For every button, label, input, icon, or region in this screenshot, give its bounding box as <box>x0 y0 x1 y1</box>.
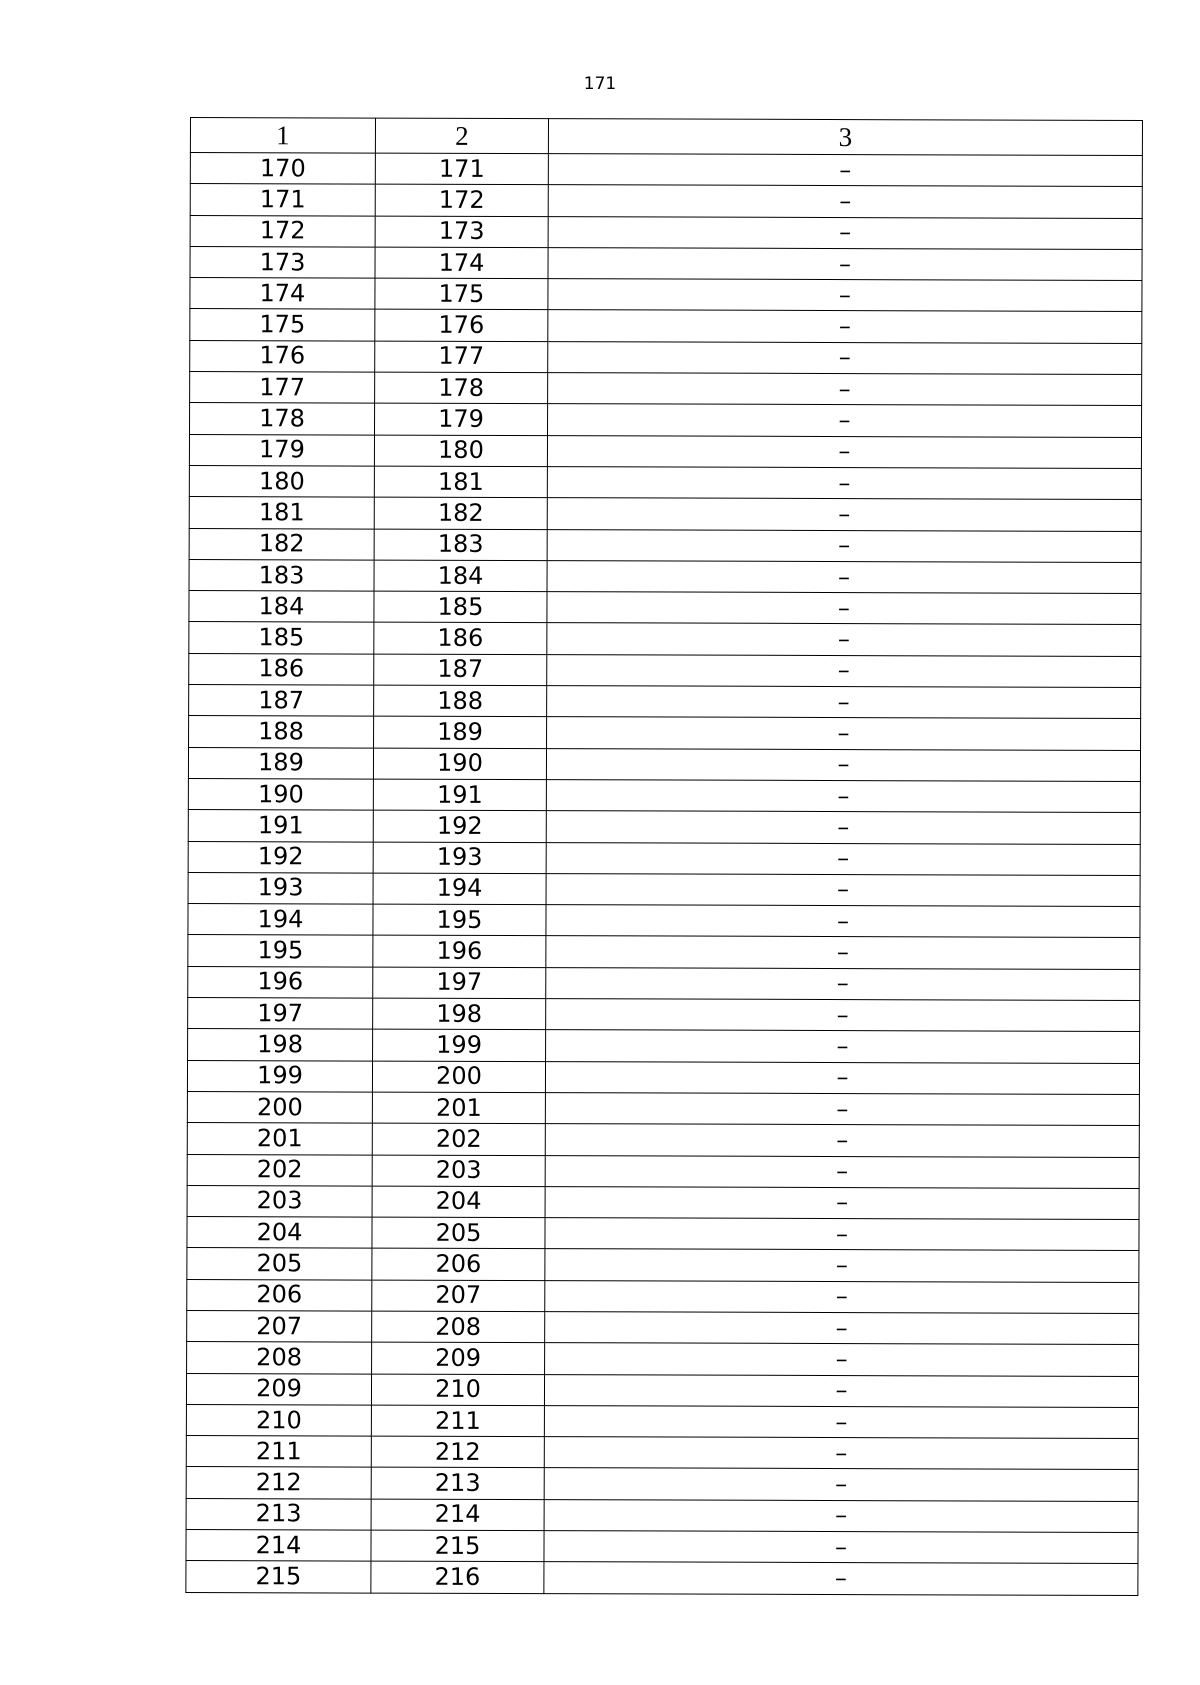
table-cell-col-2: 206 <box>372 1248 545 1280</box>
table-cell-col-2: 187 <box>374 654 547 686</box>
header-row <box>190 118 1142 156</box>
table-cell-col-3: – <box>545 1218 1139 1251</box>
table-cell-col-1: 185 <box>189 622 374 654</box>
table-row <box>188 1029 1140 1063</box>
table-cell-col-1: 210 <box>186 1404 371 1436</box>
table-cell-col-3: – <box>547 623 1141 656</box>
table-cell-col-2: 193 <box>373 842 546 874</box>
table-cell-col-3: – <box>545 1155 1139 1188</box>
table-cell-col-1: 176 <box>190 340 375 372</box>
table-cell-col-3: – <box>547 467 1141 500</box>
table-cell-col-2: 179 <box>375 403 548 435</box>
table-row <box>188 778 1140 812</box>
table-cell-col-3: – <box>544 1405 1138 1438</box>
table-row <box>189 434 1141 468</box>
table-cell-col-3: – <box>544 1374 1138 1407</box>
table-cell-col-2: 184 <box>374 560 547 592</box>
table-row <box>190 403 1142 437</box>
table-cell-col-3: – <box>545 1249 1139 1282</box>
table-row <box>186 1498 1138 1532</box>
table-row <box>187 1185 1139 1219</box>
table-row <box>186 1436 1138 1470</box>
table-cell-col-1: 187 <box>189 685 374 717</box>
table-cell-col-3: – <box>544 1531 1138 1564</box>
table-cell-col-1: 196 <box>188 966 373 998</box>
table-row <box>188 841 1140 875</box>
table-row <box>186 1467 1138 1501</box>
table-cell-col-2: 178 <box>375 372 548 404</box>
table-cell-col-2: 207 <box>372 1280 545 1312</box>
table-cell-col-1: 209 <box>186 1373 371 1405</box>
table-cell-col-1: 191 <box>188 810 373 842</box>
table-cell-col-2: 204 <box>372 1186 545 1218</box>
table-cell-col-3: – <box>548 154 1142 187</box>
table-cell-col-3: – <box>547 529 1141 562</box>
table-cell-col-3: – <box>548 248 1142 281</box>
table-cell-col-1: 202 <box>187 1154 372 1186</box>
table-row <box>188 998 1140 1032</box>
table-cell-col-1: 180 <box>189 465 374 497</box>
table-cell-col-3: – <box>548 279 1142 312</box>
table-cell-col-1: 204 <box>187 1217 372 1249</box>
table-row <box>188 966 1140 1000</box>
table-cell-col-2: 173 <box>375 216 548 248</box>
table-cell-col-1: 188 <box>189 716 374 748</box>
table-cell-col-2: 191 <box>373 779 546 811</box>
table-cell-col-3: – <box>545 1343 1139 1376</box>
table-row <box>188 904 1140 938</box>
table-cell-col-1: 186 <box>189 653 374 685</box>
table-cell-col-3: – <box>548 341 1142 374</box>
page-number: 171 <box>583 74 617 94</box>
table-cell-col-1: 177 <box>190 372 375 404</box>
table-row <box>190 153 1142 187</box>
table-cell-col-3: – <box>548 373 1142 406</box>
table-cell-col-3: – <box>545 1061 1139 1094</box>
table-cell-col-1: 197 <box>188 998 373 1030</box>
table-cell-col-2: 185 <box>374 591 547 623</box>
table-row <box>187 1342 1139 1376</box>
data-table <box>185 117 1143 1596</box>
table-cell-col-1: 174 <box>190 278 375 310</box>
table-cell-col-2: 177 <box>375 341 548 373</box>
table-cell-col-2: 171 <box>375 153 548 185</box>
table-row <box>187 1123 1139 1157</box>
table-cell-col-1: 189 <box>188 747 373 779</box>
table-row <box>187 1091 1139 1125</box>
table-cell-col-2: 192 <box>373 810 546 842</box>
column-header-1: 1 <box>190 118 375 154</box>
table-cell-col-3: – <box>546 811 1140 844</box>
table-row <box>187 1154 1139 1188</box>
table-row <box>188 747 1140 781</box>
table-row <box>186 1530 1138 1564</box>
table-row <box>190 215 1142 249</box>
table-cell-col-2: 194 <box>373 873 546 905</box>
table-cell-col-1: 181 <box>189 497 374 529</box>
table-cell-col-3: – <box>548 310 1142 343</box>
table-cell-col-2: 203 <box>372 1155 545 1187</box>
table-row <box>190 309 1142 343</box>
table-row <box>188 810 1140 844</box>
table-cell-col-3: – <box>548 404 1142 437</box>
table-cell-col-2: 186 <box>374 623 547 655</box>
table-cell-col-3: – <box>546 936 1140 969</box>
table-cell-col-3: – <box>547 592 1141 625</box>
table-cell-col-3: – <box>547 686 1141 719</box>
table-cell-col-3: – <box>546 748 1140 781</box>
table-cell-col-2: 208 <box>372 1311 545 1343</box>
table-cell-col-1: 198 <box>188 1029 373 1061</box>
table-cell-col-1: 173 <box>190 246 375 278</box>
table-row <box>186 1561 1138 1595</box>
table-cell-col-1: 215 <box>186 1561 371 1593</box>
table-cell-col-1: 212 <box>186 1467 371 1499</box>
table-cell-col-3: – <box>544 1499 1138 1532</box>
table-row <box>186 1373 1138 1407</box>
table-cell-col-3: – <box>547 654 1141 687</box>
table-cell-col-2: 190 <box>373 748 546 780</box>
table-cell-col-3: – <box>546 905 1140 938</box>
table-cell-col-2: 195 <box>373 904 546 936</box>
table-cell-col-1: 201 <box>187 1123 372 1155</box>
table-row <box>186 1404 1138 1438</box>
table-cell-col-2: 176 <box>375 310 548 342</box>
table-cell-col-3: – <box>546 967 1140 1000</box>
table-row <box>188 872 1140 906</box>
table-cell-col-3: – <box>547 498 1141 531</box>
table-row <box>189 591 1141 625</box>
table-cell-col-3: – <box>546 780 1140 813</box>
table-header <box>190 118 1142 156</box>
table-row <box>189 497 1141 531</box>
table-cell-col-1: 206 <box>187 1279 372 1311</box>
table-row <box>188 935 1140 969</box>
table-cell-col-2: 214 <box>371 1499 544 1531</box>
table-cell-col-2: 201 <box>372 1092 545 1124</box>
table-cell-col-3: – <box>546 1030 1140 1063</box>
column-header-3: 3 <box>548 119 1142 156</box>
table-row <box>189 622 1141 656</box>
table-cell-col-2: 213 <box>371 1468 544 1500</box>
table-row <box>190 246 1142 280</box>
table-cell-col-2: 197 <box>373 967 546 999</box>
table-row <box>189 653 1141 687</box>
table-row <box>189 559 1141 593</box>
table-cell-col-2: 202 <box>372 1123 545 1155</box>
table-cell-col-3: – <box>545 1312 1139 1345</box>
table-row <box>187 1248 1139 1282</box>
table-row <box>190 340 1142 374</box>
table-row <box>187 1060 1139 1094</box>
table-cell-col-2: 183 <box>374 529 547 561</box>
table-cell-col-2: 188 <box>374 685 547 717</box>
table-cell-col-3: – <box>545 1124 1139 1157</box>
table-cell-col-1: 200 <box>187 1091 372 1123</box>
table-cell-col-1: 182 <box>189 528 374 560</box>
table-cell-col-1: 207 <box>187 1310 372 1342</box>
table-cell-col-2: 189 <box>374 716 547 748</box>
table-cell-col-1: 193 <box>188 872 373 904</box>
table-row <box>187 1279 1139 1313</box>
table-cell-col-2: 205 <box>372 1217 545 1249</box>
table-row <box>189 465 1141 499</box>
table-cell-col-3: – <box>545 1093 1139 1126</box>
table-row <box>190 278 1142 312</box>
table-cell-col-2: 172 <box>375 184 548 216</box>
table-cell-col-2: 211 <box>371 1405 544 1437</box>
table-cell-col-1: 211 <box>186 1436 371 1468</box>
table-cell-col-2: 216 <box>371 1561 544 1593</box>
table-cell-col-2: 198 <box>373 998 546 1030</box>
table-cell-col-3: – <box>548 185 1142 218</box>
table-cell-col-2: 210 <box>371 1374 544 1406</box>
table-cell-col-1: 199 <box>187 1060 372 1092</box>
table-cell-col-3: – <box>546 999 1140 1032</box>
table-cell-col-1: 213 <box>186 1498 371 1530</box>
table-cell-col-3: – <box>547 435 1141 468</box>
table-cell-col-2: 182 <box>374 497 547 529</box>
table-cell-col-1: 171 <box>190 184 375 216</box>
table-row <box>189 716 1141 750</box>
table-cell-col-1: 179 <box>189 434 374 466</box>
table-cell-col-2: 215 <box>371 1530 544 1562</box>
table-cell-col-1: 195 <box>188 935 373 967</box>
table-body <box>186 153 1143 1596</box>
table-cell-col-1: 205 <box>187 1248 372 1280</box>
table-cell-col-2: 181 <box>374 466 547 498</box>
table-cell-col-2: 212 <box>371 1436 544 1468</box>
table-cell-col-2: 174 <box>375 247 548 279</box>
table-cell-col-3: – <box>547 560 1141 593</box>
table-cell-col-1: 178 <box>190 403 375 435</box>
table-cell-col-3: – <box>548 216 1142 249</box>
table-cell-col-3: – <box>544 1468 1138 1501</box>
table-cell-col-3: – <box>546 842 1140 875</box>
table-cell-col-2: 200 <box>372 1061 545 1093</box>
table-cell-col-3: – <box>545 1280 1139 1313</box>
table-cell-col-3: – <box>544 1437 1138 1470</box>
table-row <box>189 528 1141 562</box>
table-cell-col-3: – <box>545 1186 1139 1219</box>
table-cell-col-3: – <box>547 717 1141 750</box>
table-row <box>187 1217 1139 1251</box>
column-header-2: 2 <box>375 118 548 154</box>
table-cell-col-1: 172 <box>190 215 375 247</box>
table-row <box>187 1310 1139 1344</box>
table-row <box>189 685 1141 719</box>
table-cell-col-1: 194 <box>188 904 373 936</box>
table-row <box>190 372 1142 406</box>
table-cell-col-2: 180 <box>374 435 547 467</box>
table-cell-col-1: 203 <box>187 1185 372 1217</box>
table-cell-col-1: 214 <box>186 1530 371 1562</box>
table-cell-col-1: 192 <box>188 841 373 873</box>
table-row <box>190 184 1142 218</box>
table-cell-col-2: 199 <box>373 1029 546 1061</box>
table-cell-col-2: 209 <box>372 1342 545 1374</box>
table-cell-col-2: 196 <box>373 936 546 968</box>
table-cell-col-1: 208 <box>187 1342 372 1374</box>
table-cell-col-1: 183 <box>189 559 374 591</box>
table-cell-col-1: 170 <box>190 153 375 185</box>
table-cell-col-1: 184 <box>189 591 374 623</box>
table-cell-col-1: 175 <box>190 309 375 341</box>
table-cell-col-3: – <box>546 873 1140 906</box>
table-cell-col-1: 190 <box>188 778 373 810</box>
table-cell-col-3: – <box>544 1562 1138 1595</box>
table-cell-col-2: 175 <box>375 278 548 310</box>
